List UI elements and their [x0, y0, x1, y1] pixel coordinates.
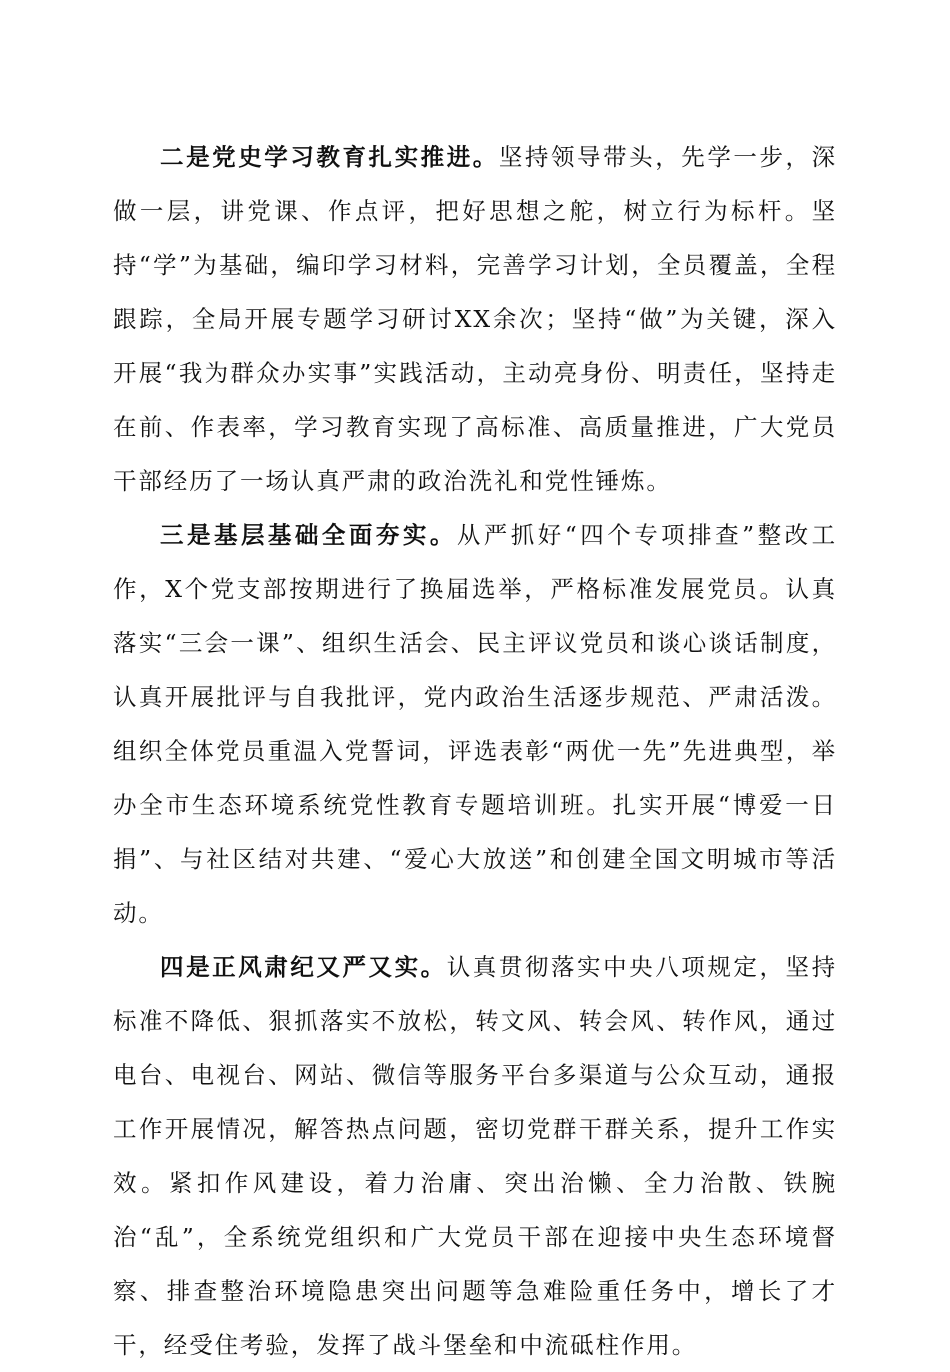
- paragraph-party-history: [113, 130, 837, 508]
- document-body: [113, 130, 837, 1372]
- paragraph-discipline: [113, 940, 837, 1372]
- paragraph-lead: 二是党史学习教育扎实推进。: [160, 143, 499, 171]
- paragraph-text: 坚持领导带头，先学一步，深做一层，讲党课、作点评，把好思想之舵，树立行为标杆。坚持“学”为基础，编印学习材料，完善学习计划，全员覆盖，全程跟踪，全局开展专题学习研讨XX余次；坚持“做”为关键，深入开展“我为群众办实事”实践活动，主动亮身份、明责任，坚持走在前、作表率，学习教育实现了高标准、高质量推进，广大党员干部经历了一场认真严肃的政治洗礼和党性锤炼。: [113, 143, 838, 495]
- paragraph-lead: 四是正风肃纪又严又实。: [160, 953, 447, 981]
- paragraph-text: 认真贯彻落实中央八项规定，坚持标准不降低、狠抓落实不放松，转文风、转会风、转作风，通过电台、电视台、网站、微信等服务平台多渠道与公众互动，通报工作开展情况，解答热点问题，密切党群干群关系，提升工作实效。紧扣作风建设，着力治庸、突出治懒、全力治散、铁腕治“乱”，全系统党组织和广大党员干部在迎接中央生态环境督察、排查整治环境隐患突出问题等急难险重任务中，增长了才干，经受住考验，发挥了战斗堡垒和中流砥柱作用。: [113, 953, 837, 1359]
- paragraph-text: 从严抓好“四个专项排查”整改工作，X个党支部按期进行了换届选举，严格标准发展党员。认真落实“三会一课”、组织生活会、民主评议党员和谈心谈话制度，认真开展批评与自我批评，党内政治生活逐步规范、严肃活泼。组织全体党员重温入党誓词，评选表彰“两优一先”先进典型，举办全市生态环境系统党性教育专题培训班。扎实开展“博爱一日捐”、与社区结对共建、“爱心大放送”和创建全国文明城市等活动。: [113, 521, 837, 927]
- paragraph-lead: 三是基层基础全面夯实。: [160, 521, 457, 549]
- paragraph-grassroots: [113, 508, 837, 940]
